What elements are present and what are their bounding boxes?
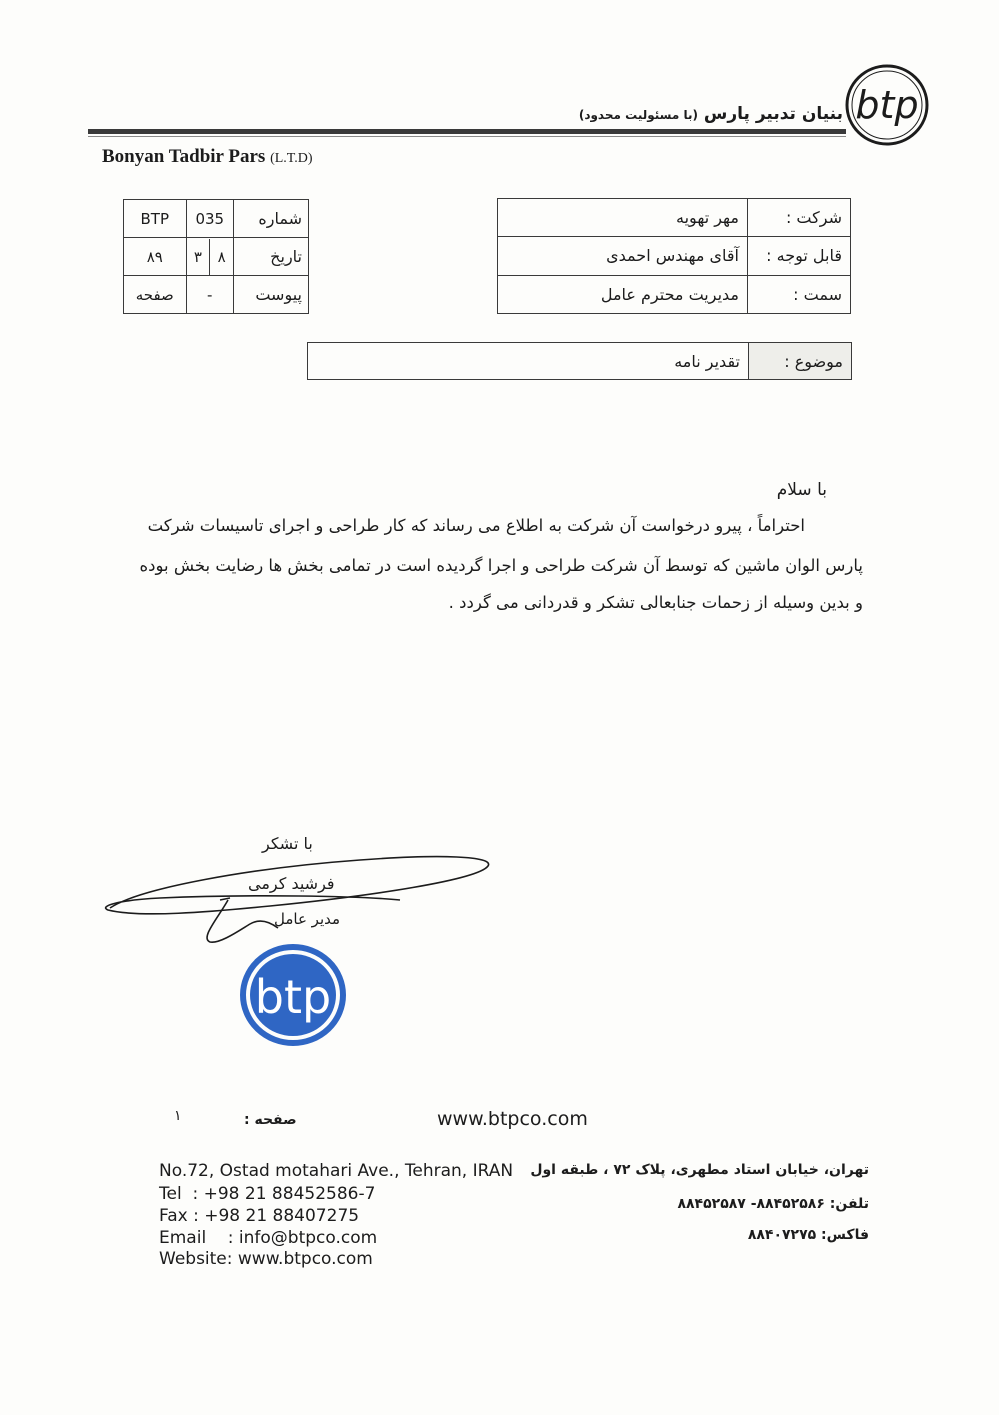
greeting: با سلام <box>776 480 827 500</box>
ref-date-month: ۳ <box>187 239 211 275</box>
company-name-fa-text: بنیان تدبیر پارس <box>703 104 843 124</box>
ref-date-day: ۸ <box>217 247 226 266</box>
signer-name: فرشید کرمی <box>248 874 335 893</box>
recipient-position-label: سمت : <box>748 275 851 313</box>
company-name-en-text: Bonyan Tadbir Pars <box>102 146 266 167</box>
stamp-text: btp <box>254 970 332 1024</box>
logo-text: btp <box>855 83 919 127</box>
tel-en: Tel : +98 21 88452586-7 <box>159 1184 376 1204</box>
recipient-company-row <box>498 199 851 237</box>
signer-title: مدیر عامل <box>274 910 341 928</box>
company-stamp <box>239 943 347 1047</box>
company-name-fa <box>579 104 843 124</box>
ref-attachment-row <box>124 276 309 314</box>
subject-value: تقدیر نامه <box>308 343 749 380</box>
ref-number-label: شماره <box>234 200 309 238</box>
subject-row <box>308 343 852 380</box>
header-rule-thin <box>88 136 846 137</box>
signature-scribble <box>100 838 500 948</box>
ref-attachment-label: پیوست <box>234 276 309 314</box>
recipient-table <box>497 198 851 314</box>
btp-logo <box>844 62 930 148</box>
footer-website[interactable]: www.btpco.com <box>437 1108 588 1130</box>
recipient-company-value: مهر تهویه <box>498 199 748 237</box>
recipient-position-row <box>498 275 851 313</box>
recipient-position-value: مدیریت محترم عامل <box>498 275 748 313</box>
ref-number-value: 035 <box>186 200 233 238</box>
ref-attachment-value: - <box>186 276 233 314</box>
fax-en: Fax : +98 21 88407275 <box>159 1206 360 1226</box>
ref-number-prefix: BTP <box>124 200 187 238</box>
ref-attachment-unit: صفحه <box>124 276 187 314</box>
closing: با تشکر <box>262 834 313 853</box>
ref-date-day-month <box>186 238 233 276</box>
ref-number-row <box>124 200 309 238</box>
page-number-value: ۱ <box>174 1108 182 1124</box>
body-line-2: پارس الوان ماشین که توسط آن شرکت طراحی و اجرا گردیده است در تمامی بخش ها رضایت بخش بوده <box>139 556 863 575</box>
subject-table <box>307 342 852 380</box>
company-suffix-fa: (با مسئولیت محدود) <box>578 108 698 122</box>
header-rule <box>88 129 846 134</box>
ref-date-year <box>124 238 187 276</box>
page-number-label: صفحه : <box>244 1112 297 1128</box>
recipient-company-label: شرکت : <box>748 199 851 237</box>
company-name-en <box>102 146 313 168</box>
address-fa: تهران، خیابان استاد مطهری، پلاک ۷۲ ، طبقه اول <box>530 1162 869 1178</box>
ref-date-row <box>124 238 309 276</box>
reference-table <box>123 199 309 314</box>
company-suffix-en: (L.T.D) <box>270 151 313 166</box>
email-en[interactable]: Email : info@btpco.com <box>159 1228 378 1248</box>
body-line-1: احتراماً ، پیرو درخواست آن شرکت به اطلاع می رساند که کار طراحی و اجرای تاسیسات شرکت <box>147 516 805 535</box>
recipient-attention-value: آقای مهندس احمدی <box>498 237 748 275</box>
fax-fa: فاکس: ۸۸۴۰۷۲۷۵ <box>747 1227 869 1243</box>
address-en: No.72, Ostad motahari Ave., Tehran, IRAN <box>159 1161 514 1181</box>
website-en[interactable]: Website: www.btpco.com <box>159 1249 373 1269</box>
recipient-attention-row <box>498 237 851 275</box>
ref-date-label: تاریخ <box>234 238 309 276</box>
recipient-attention-label: قابل توجه : <box>748 237 851 275</box>
body-line-3: و بدین وسیله از زحمات جنابعالی تشکر و قدردانی می گردد . <box>448 593 863 612</box>
tel-fa: تلفن: ۸۸۴۵۲۵۸۶- ۸۸۴۵۲۵۸۷ <box>677 1196 869 1212</box>
subject-label: موضوع : <box>749 343 852 380</box>
ref-date-year-text: ۸۹ <box>146 247 163 266</box>
